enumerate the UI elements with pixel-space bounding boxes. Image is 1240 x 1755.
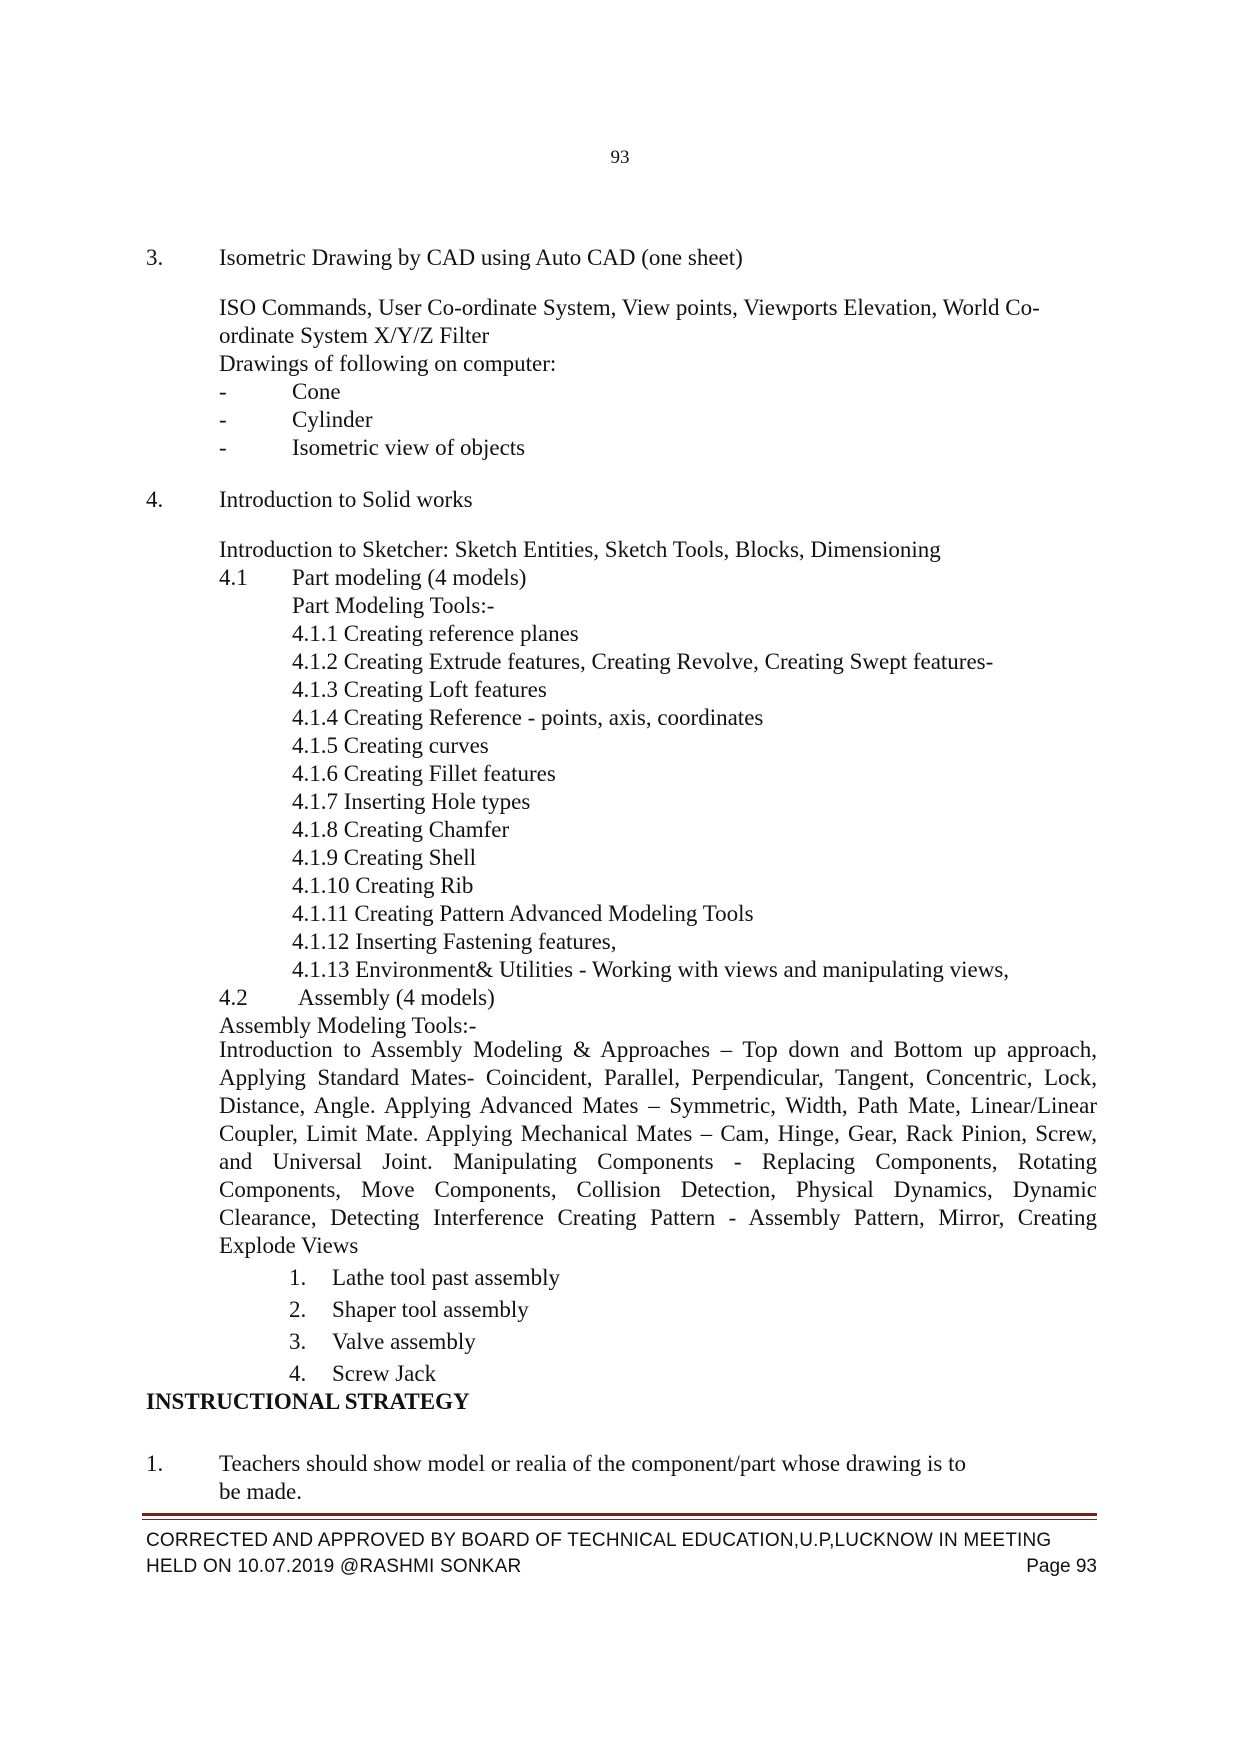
footer-page-label: Page 93 <box>1026 1556 1097 1577</box>
instructional-strategy-heading: INSTRUCTIONAL STRATEGY <box>146 1389 470 1414</box>
assembly-modeling-tools-label: Assembly Modeling Tools:- <box>219 1013 477 1038</box>
section-4-number: 4. <box>146 487 164 512</box>
assembly-item-number: 2. <box>289 1297 307 1322</box>
assembly-item-number: 1. <box>289 1265 307 1290</box>
strategy-item-line-2: be made. <box>219 1479 303 1504</box>
assembly-item: Valve assembly <box>332 1329 476 1354</box>
part-tool-item: 4.1.7 Inserting Hole types <box>292 789 531 814</box>
assembly-item: Screw Jack <box>332 1361 437 1386</box>
part-tool-item: 4.1.2 Creating Extrude features, Creating Revolve, Creating Swept features- <box>292 649 994 674</box>
part-tool-item: 4.1.13 Environment& Utilities - Working with views and manipulating views, <box>292 957 1010 982</box>
section-3-title: Isometric Drawing by CAD using Auto CAD (one sheet) <box>219 245 743 270</box>
part-tool-item: 4.1.8 Creating Chamfer <box>292 817 510 842</box>
part-tool-item: 4.1.6 Creating Fillet features <box>292 761 556 786</box>
part-tool-item: 4.1.12 Inserting Fastening features, <box>292 929 617 954</box>
assembly-item-number: 3. <box>289 1329 307 1354</box>
footer-line-1: CORRECTED AND APPROVED BY BOARD OF TECHNICAL EDUCATION,U.P,LUCKNOW IN MEETING <box>146 1530 1052 1551</box>
subsection-4-1-number: 4.1 <box>219 565 248 590</box>
part-modeling-tools-label: Part Modeling Tools:- <box>292 593 495 618</box>
assembly-item: Lathe tool past assembly <box>332 1265 561 1290</box>
part-tool-item: 4.1.3 Creating Loft features <box>292 677 547 702</box>
part-tool-item: 4.1.5 Creating curves <box>292 733 489 758</box>
part-tool-item: 4.1.11 Creating Pattern Advanced Modeling Tools <box>292 901 754 926</box>
list-item: Cone <box>292 379 341 404</box>
sketcher-intro: Introduction to Sketcher: Sketch Entities, Sketch Tools, Blocks, Dimensioning <box>219 537 941 562</box>
section-4-title: Introduction to Solid works <box>219 487 473 512</box>
subsection-4-2-number: 4.2 <box>219 985 248 1010</box>
section-3-desc-line-3: Drawings of following on computer: <box>219 351 557 376</box>
bullet-dash: - <box>219 379 227 404</box>
list-item: Isometric view of objects <box>292 435 526 460</box>
list-item: Cylinder <box>292 407 373 432</box>
part-tool-item: 4.1.10 Creating Rib <box>292 873 474 898</box>
part-tool-item: 4.1.9 Creating Shell <box>292 845 476 870</box>
footer-line-2: HELD ON 10.07.2019 @RASHMI SONKAR <box>146 1556 522 1577</box>
part-tool-item: 4.1.4 Creating Reference - points, axis, coordinates <box>292 705 764 730</box>
section-3-desc-line-1: ISO Commands, User Co-ordinate System, View points, Viewports Elevation, World Co- <box>219 295 1040 320</box>
page-number: 93 <box>610 147 630 168</box>
section-3-number: 3. <box>146 245 164 270</box>
strategy-item-line-1: Teachers should show model or realia of the component/part whose drawing is to <box>219 1451 966 1476</box>
assembly-paragraph: Introduction to Assembly Modeling & Approaches – Top down and Bottom up approach, Applying Standard Mates- Coincident, Parallel, Perpendicular, Tangent, Concentric, Lock, Distance, Angle. Applying Advanced Mates – Symmetric, Width, Path Mate, Linear/Linear Coupler, Limit Mate. Applying Mechanical Mates – Cam, Hinge, Gear, Rack Pinion, Screw, and Universal Joint. Manipulating Components - Replacing Components, Rotating Components, Move Components, Collision Detection, Physical Dynamics, Dynamic Clearance, Detecting Interference Creating Pattern - Assembly Pattern, Mirror, Creating Explode Views <box>219 1037 1097 1258</box>
strategy-item-number: 1. <box>146 1451 164 1476</box>
part-tool-item: 4.1.1 Creating reference planes <box>292 621 579 646</box>
subsection-4-1-title: Part modeling (4 models) <box>292 565 527 590</box>
bullet-dash: - <box>219 435 227 460</box>
bullet-dash: - <box>219 407 227 432</box>
footer-divider <box>142 1513 1097 1520</box>
section-3-desc-line-2: ordinate System X/Y/Z Filter <box>219 323 490 348</box>
subsection-4-2-title: Assembly (4 models) <box>298 985 495 1010</box>
assembly-item-number: 4. <box>289 1361 307 1386</box>
assembly-item: Shaper tool assembly <box>332 1297 529 1322</box>
